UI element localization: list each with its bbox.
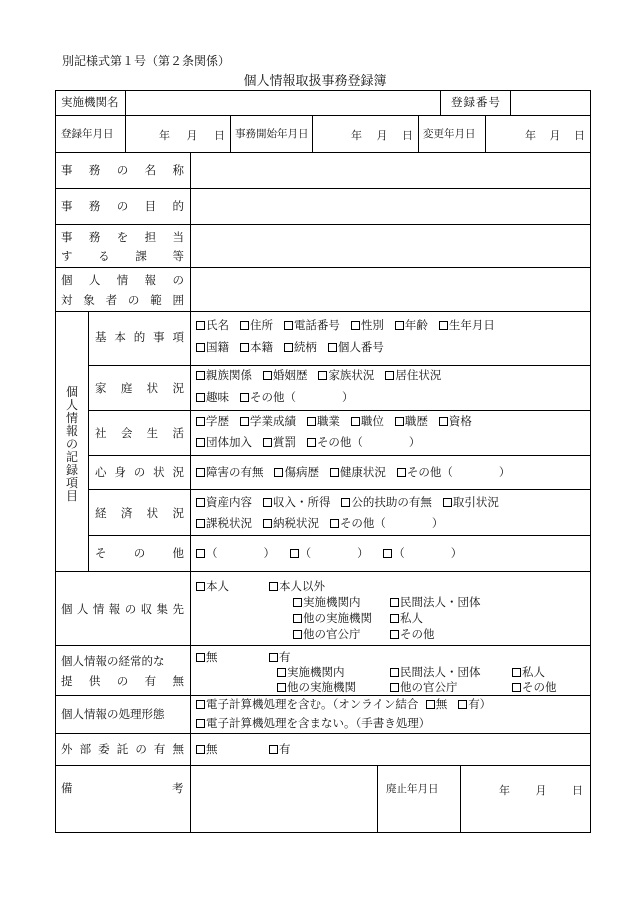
checkbox-education[interactable]: 学歴 (196, 414, 229, 428)
social-life-label: 社 会 生 活 (95, 426, 184, 440)
economy-label: 経 済 状 況 (95, 506, 184, 520)
remarks-label-right: 考 (172, 781, 184, 795)
record-items-vertical-label: 個 人 情 報 の 記 録 項 目 (65, 385, 78, 503)
economy-line2 (196, 516, 443, 530)
social-line1 (196, 414, 472, 428)
checkbox-provide-others[interactable]: その他 (512, 680, 557, 694)
agency-name-label: 実施機関名 (61, 95, 119, 109)
checkbox-birthdate[interactable]: 生年月日 (439, 318, 495, 332)
processing-line2 (196, 716, 430, 730)
checkbox-collect-not-self[interactable]: 本人以外 (269, 579, 325, 593)
checkbox-phone[interactable]: 電話番号 (284, 318, 340, 332)
checkbox-online-yes[interactable]: 有） (458, 697, 491, 711)
checkbox-handwritten[interactable]: 電子計算機処理を含まない。（手書き処理） (196, 716, 430, 730)
registry-form-grid (55, 90, 591, 833)
remarks-label-left: 備 (61, 781, 73, 795)
checkbox-collect-self[interactable]: 本人 (196, 579, 229, 593)
checkbox-economy-other[interactable]: その他（ ） (330, 516, 444, 530)
task-name-label: 事 務 の 名 称 (61, 163, 184, 177)
registration-date-field[interactable]: 年 月 日 (159, 129, 225, 142)
basic-items-label: 基 本 的 事 項 (95, 330, 184, 344)
checkbox-public-aid[interactable]: 公的扶助の有無 (341, 495, 432, 509)
outsourcing-label: 外 部 委 託 の 有 無 (61, 742, 184, 756)
checkbox-marriage[interactable]: 婚姻歴 (263, 368, 308, 382)
change-date-field[interactable]: 年 月 日 (525, 129, 585, 142)
checkbox-provide-other-agency[interactable]: 他の実施機関 (277, 680, 356, 694)
checkbox-illness[interactable]: 傷病歴 (274, 465, 319, 479)
checkbox-occupation[interactable]: 職業 (307, 414, 340, 428)
abolish-date-label: 廃止年月日 (386, 783, 439, 795)
checkbox-domicile[interactable]: 本籍 (240, 340, 273, 354)
section-label-line2: す る 課 等 (61, 249, 184, 263)
provision-label-line2: 提 供 の 有 無 (61, 674, 184, 688)
checkbox-nationality[interactable]: 国籍 (196, 340, 229, 354)
family-label: 家 庭 状 況 (95, 381, 184, 395)
checkbox-qualification[interactable]: 資格 (439, 414, 472, 428)
family-line2 (196, 390, 353, 404)
start-date-label: 事務開始年月日 (235, 128, 309, 140)
checkbox-outsourcing-none[interactable]: 無 (196, 742, 218, 756)
scope-label-line1: 個 人 情 報 の (61, 273, 184, 287)
change-date-label: 変更年月日 (423, 128, 476, 140)
checkbox-mind-other[interactable]: その他（ ） (397, 465, 511, 479)
checkbox-collect-individual[interactable]: 私人 (390, 611, 423, 625)
processing-label: 個人情報の処理形態 (61, 707, 165, 721)
form-title: 個人情報取扱事務登録簿 (243, 74, 387, 89)
mind-body-line1 (196, 465, 510, 479)
checkbox-outsourcing-yes[interactable]: 有 (269, 742, 291, 756)
task-purpose-label: 事 務 の 目 的 (61, 199, 184, 213)
checkbox-grades[interactable]: 学業成績 (240, 414, 296, 428)
checkbox-provide-private[interactable]: 民間法人・団体 (390, 665, 481, 679)
economy-line1 (196, 495, 499, 509)
checkbox-provision-yes[interactable]: 有 (269, 650, 291, 664)
mind-body-label: 心 身 の 状 況 (95, 465, 184, 479)
checkbox-taxation[interactable]: 課税状況 (196, 516, 252, 530)
checkbox-income[interactable]: 収入・所得 (263, 495, 331, 509)
family-line1 (196, 368, 441, 382)
checkbox-collect-internal[interactable]: 実施機関内 (293, 595, 361, 609)
checkbox-position[interactable]: 職位 (351, 414, 384, 428)
provision-label-line1: 個人情報の経常的な (61, 654, 165, 668)
checkbox-name[interactable]: 氏名 (196, 318, 229, 332)
checkbox-assets[interactable]: 資産内容 (196, 495, 252, 509)
checkbox-relatives[interactable]: 親族関係 (196, 368, 252, 382)
registration-date-label: 登録年月日 (61, 128, 114, 140)
checkbox-career[interactable]: 職歴 (395, 414, 428, 428)
checkbox-family-other[interactable]: その他（ ） (240, 390, 354, 404)
checkbox-other-2[interactable]: （ ） (290, 546, 369, 560)
checkbox-online-none[interactable]: 無 (426, 697, 448, 711)
checkbox-residence[interactable]: 居住状況 (385, 368, 441, 382)
checkbox-social-other[interactable]: その他（ ） (307, 435, 421, 449)
basic-line1 (196, 318, 495, 332)
start-date-field[interactable]: 年 月 日 (351, 129, 413, 142)
checkbox-group[interactable]: 団体加入 (196, 435, 252, 449)
checkbox-gender[interactable]: 性別 (351, 318, 384, 332)
processing-line1 (196, 697, 491, 711)
scope-label-line2: 対 象 者 の 範 囲 (61, 293, 184, 307)
checkbox-rewards[interactable]: 賞罰 (263, 435, 296, 449)
checkbox-provide-internal[interactable]: 実施機関内 (277, 665, 345, 679)
checkbox-my-number[interactable]: 個人番号 (328, 340, 384, 354)
checkbox-transactions[interactable]: 取引状況 (443, 495, 499, 509)
checkbox-address[interactable]: 住所 (240, 318, 273, 332)
section-label-line1: 事 務 を 担 当 (61, 230, 184, 244)
registration-number-label: 登録番号 (451, 95, 501, 109)
collection-label: 個 人 情 報 の 収 集 先 (61, 602, 184, 616)
basic-line2 (196, 340, 384, 354)
form-label: 別記様式第１号（第２条関係） (62, 54, 231, 68)
checkbox-collect-others[interactable]: その他 (390, 627, 435, 641)
checkbox-provision-none[interactable]: 無 (196, 650, 218, 664)
checkbox-disability[interactable]: 障害の有無 (196, 465, 264, 479)
checkbox-hobby[interactable]: 趣味 (196, 390, 229, 404)
checkbox-relationship[interactable]: 続柄 (284, 340, 317, 354)
checkbox-collect-other-agency[interactable]: 他の実施機関 (293, 611, 372, 625)
checkbox-other-1[interactable]: （ ） (196, 546, 275, 560)
checkbox-other-3[interactable]: （ ） (383, 546, 462, 560)
checkbox-provide-government[interactable]: 他の官公庁 (390, 680, 458, 694)
checkbox-tax-payment[interactable]: 納税状況 (263, 516, 319, 530)
checkbox-collect-government[interactable]: 他の官公庁 (293, 627, 361, 641)
other-line1 (196, 546, 462, 560)
checkbox-age[interactable]: 年齢 (395, 318, 428, 332)
abolish-date-field[interactable]: 年 月 日 (499, 784, 583, 797)
social-line2 (196, 435, 420, 449)
checkbox-provide-individual[interactable]: 私人 (512, 665, 545, 679)
other-items-label: そ の 他 (95, 546, 184, 560)
checkbox-health[interactable]: 健康状況 (330, 465, 386, 479)
checkbox-computer-processing[interactable]: 電子計算機処理を含む。（オンライン結合 (196, 697, 418, 711)
checkbox-family-status[interactable]: 家族状況 (318, 368, 374, 382)
checkbox-collect-private[interactable]: 民間法人・団体 (390, 595, 481, 609)
